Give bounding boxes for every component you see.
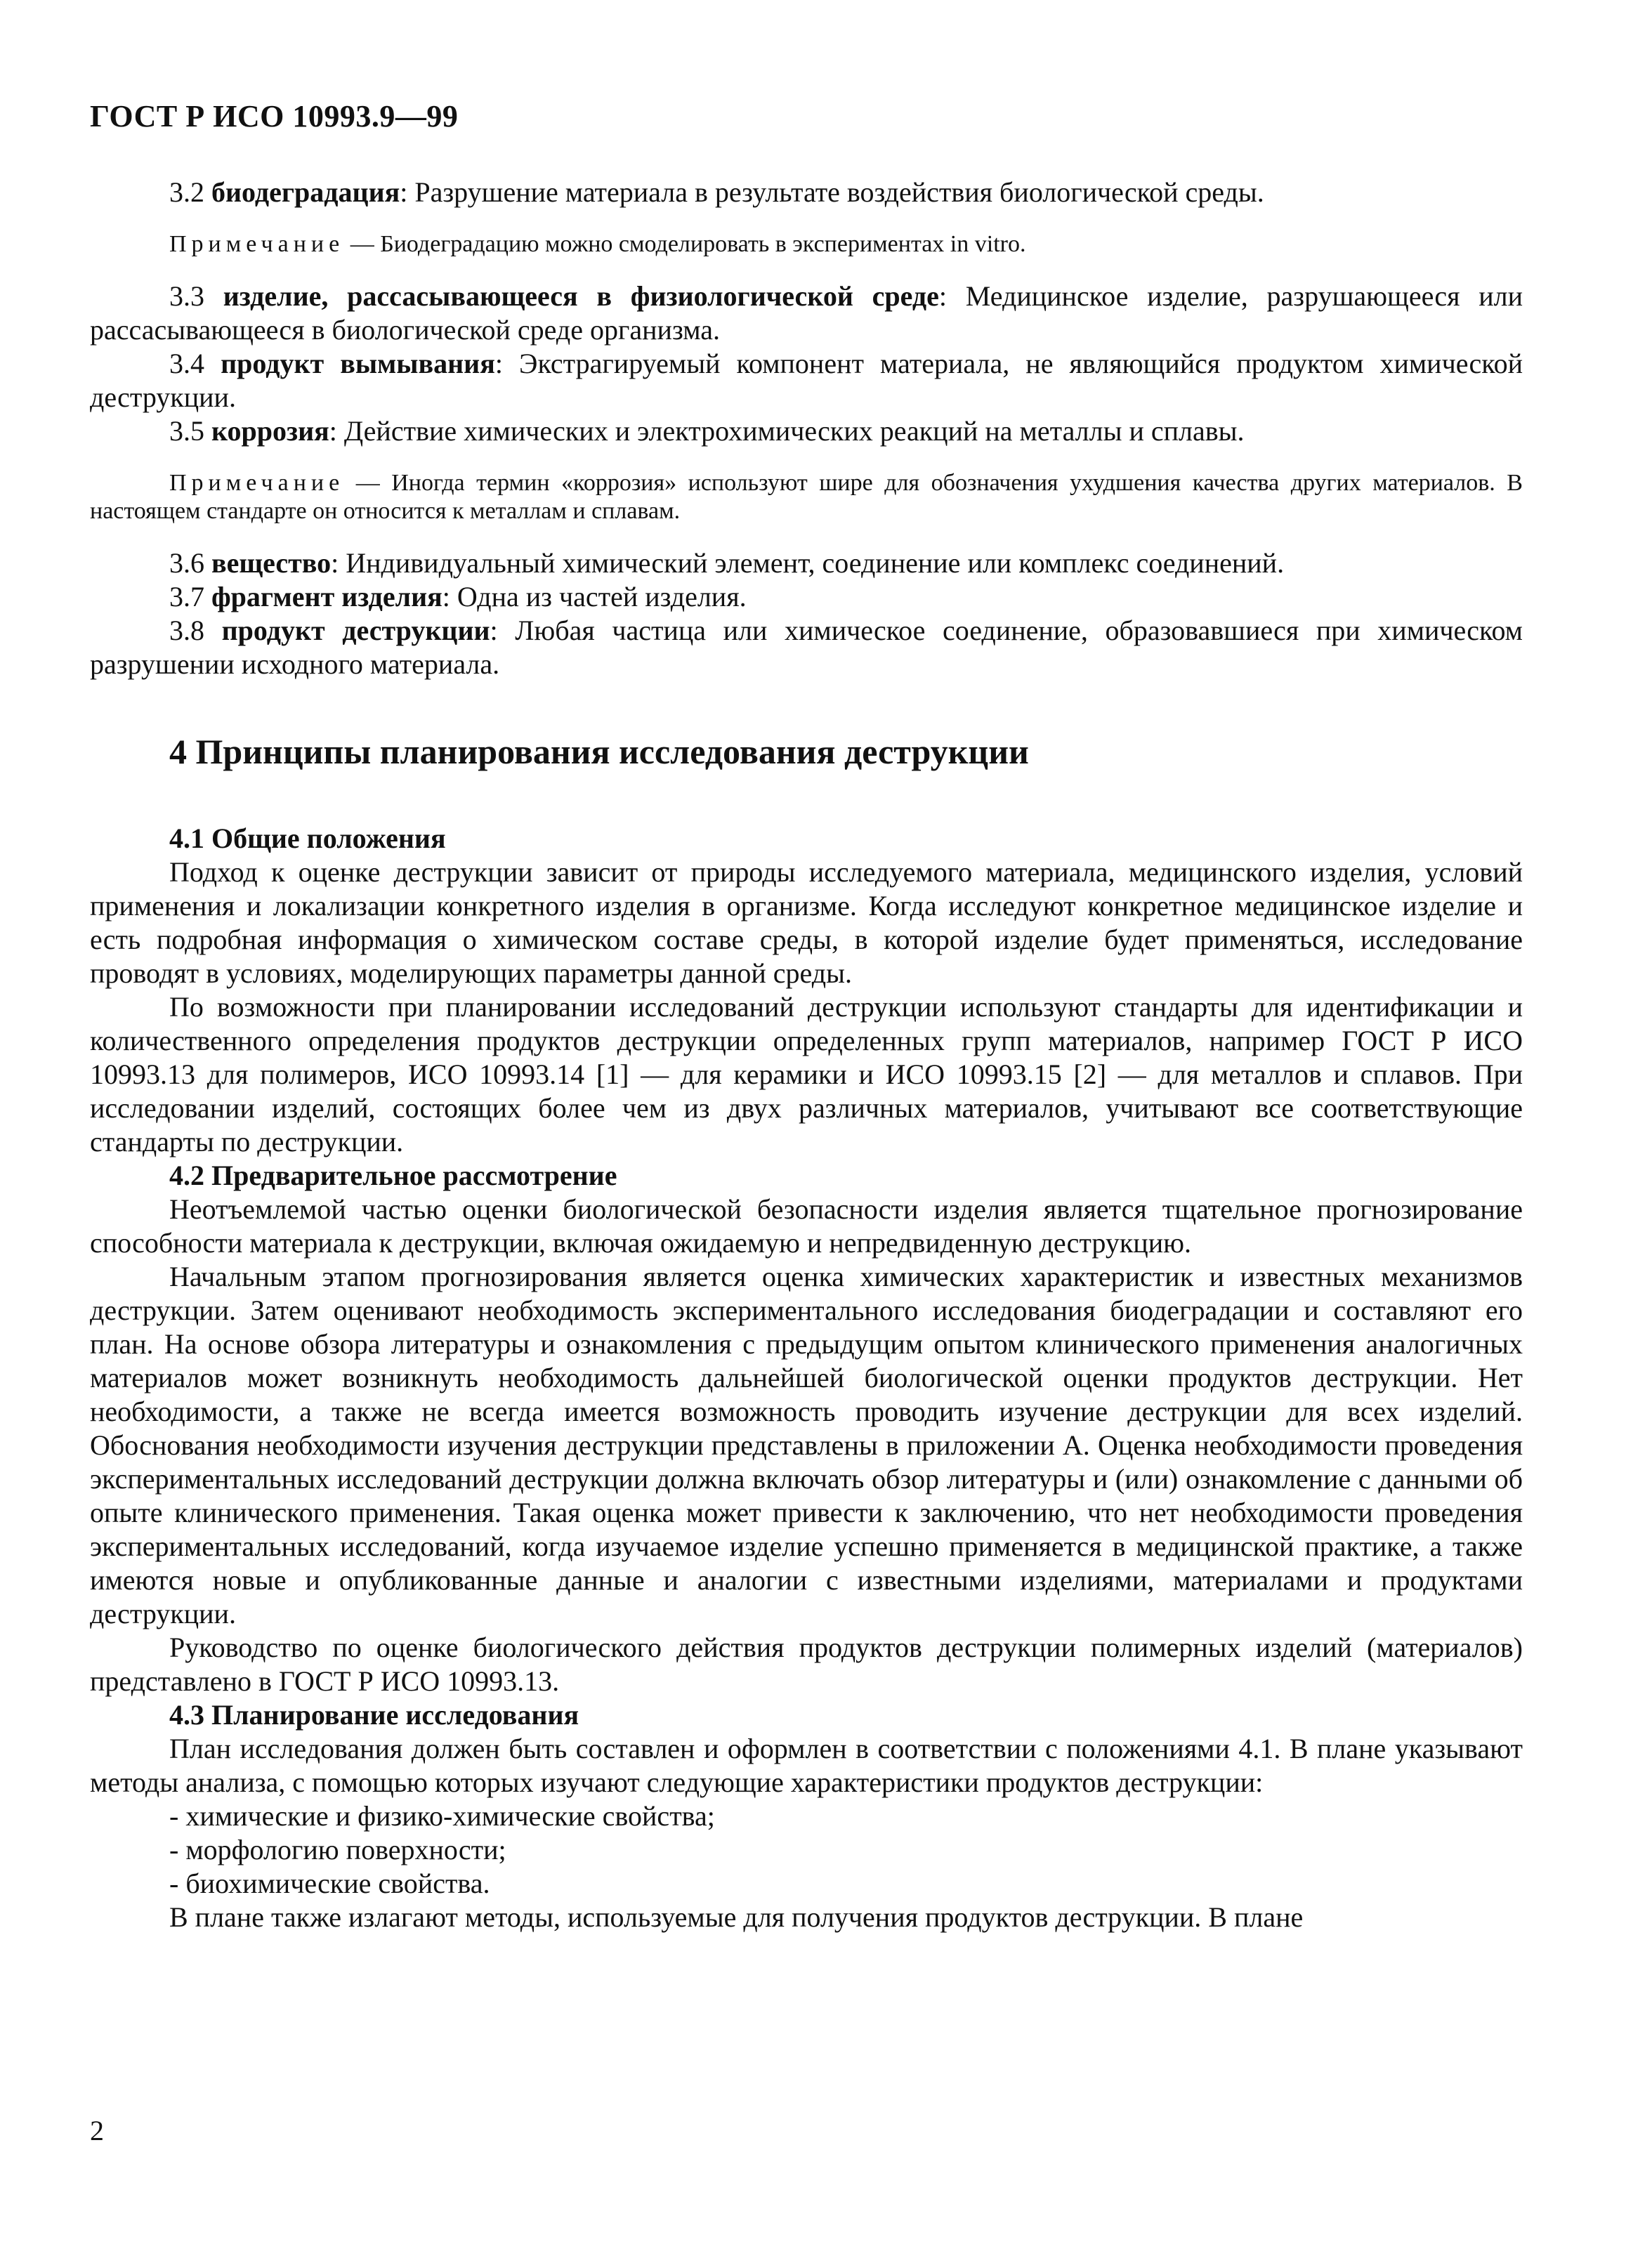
- clause-number: 3.8: [169, 615, 204, 646]
- definition-3-6: [90, 546, 1523, 580]
- page-number: 2: [90, 2115, 104, 2146]
- document-header: ГОСТ Р ИСО 10993.9—99: [90, 99, 459, 133]
- paragraph: План исследования должен быть составлен и оформлен в соответствии с положениями 4.1. В плане указывают методы анализа, с помощью которых изучают следующие характеристики продуктов деструкции:: [90, 1733, 1523, 1798]
- definition-text: : Любая частица или химическое соединение, образовавшиеся при химическом разрушении исходного материала.: [90, 615, 1523, 680]
- subsection-4-1-heading: 4.1 Общие положения: [169, 822, 446, 854]
- term: фрагмент изделия: [211, 581, 442, 612]
- term: изделие, рассасывающееся в физиологической среде: [223, 280, 939, 312]
- term: продукт деструкции: [221, 615, 490, 646]
- paragraph: Начальным этапом прогнозирования является оценка химических характеристик и известных механизмов деструкции. Затем оценивают необходимость экспериментального исследования биодеградации и составляют его план. На основе обзора литературы и ознакомления с предыдущим опытом клинического применения аналогичных материалов может возникнуть необходимость дальнейшей биологической оценки продуктов деструкции. Нет необходимости, а также не всегда имеется возможность проводить изучение деструкции для всех изделий. Обоснования необходимости изучения деструкции представлены в приложении А. Оценка необходимости проведения экспериментальных исследований деструкции должна включать обзор литературы и (или) ознакомление с данными об опыте клинического применения. Такая оценка может привести к заключению, что нет необходимости проведения экспериментальных исследований, когда изучаемое изделие успешно применяется в медицинской практике, а также имеются новые и опубликованные данные и аналогии с известными изделиями, материалами и продуктами деструкции.: [90, 1261, 1523, 1629]
- clause-number: 3.6: [169, 547, 204, 579]
- definition-text: : Экстрагируемый компонент материала, не являющийся продуктом химической деструкции.: [90, 348, 1523, 413]
- note-text: — Биодеградацию можно смоделировать в экспериментах in vitro.: [344, 231, 1026, 257]
- subsection-4-2-heading: 4.2 Предварительное рассмотрение: [169, 1160, 617, 1191]
- term: биодеградация: [211, 176, 400, 208]
- section-4-title: 4 Принципы планирования исследования деструкции: [169, 732, 1029, 771]
- list-item: - морфологию поверхности;: [169, 1834, 506, 1865]
- document-body: [90, 176, 1523, 1934]
- clause-number: 3.2: [169, 176, 204, 208]
- definition-text: : Разрушение материала в результате воздействия биологической среды.: [400, 176, 1264, 208]
- term: продукт вымывания: [221, 348, 495, 379]
- definition-text: : Действие химических и электрохимических реакций на металлы и сплавы.: [329, 415, 1245, 447]
- list-item: - биохимические свойства.: [169, 1868, 490, 1899]
- clause-number: 3.5: [169, 415, 204, 447]
- note-text: — Иногда термин «коррозия» используют шире для обозначения ухудшения качества других материалов. В настоящем стандарте он относится к металлам и сплавам.: [90, 470, 1523, 524]
- definition-3-3: [90, 280, 1523, 347]
- definition-3-8: [90, 614, 1523, 681]
- list-item: - химические и физико-химические свойства;: [169, 1800, 715, 1832]
- paragraph: Руководство по оценке биологического действия продуктов деструкции полимерных изделий (материалов) представлено в ГОСТ Р ИСО 10993.13.: [90, 1632, 1523, 1697]
- paragraph: Неотъемлемой частью оценки биологической безопасности изделия является тщательное прогнозирование способности материала к деструкции, включая ожидаемую и непредвиденную деструкцию.: [90, 1193, 1523, 1259]
- paragraph: В плане также излагают методы, используемые для получения продуктов деструкции. В плане: [169, 1901, 1304, 1933]
- note-label: Примечание: [169, 470, 345, 496]
- paragraph: По возможности при планировании исследований деструкции используют стандарты для идентификации и количественного определения продуктов деструкции определенных групп материалов, например ГОСТ Р ИСО 10993.13 для полимеров, ИСО 10993.14 [1] — для керамики и ИСО 10993.15 [2] — для металлов и сплавов. При исследовании изделий, состоящих более чем из двух различных материалов, учитывают все соответствующие стандарты по деструкции.: [90, 991, 1523, 1157]
- definition-3-4: [90, 347, 1523, 414]
- definition-3-5: [90, 414, 1523, 448]
- subsection-4-3-heading: 4.3 Планирование исследования: [169, 1699, 579, 1731]
- definition-text: : Одна из частей изделия.: [442, 581, 747, 612]
- term: вещество: [211, 547, 332, 579]
- clause-number: 3.7: [169, 581, 204, 612]
- definition-text: : Индивидуальный химический элемент, соединение или комплекс соединений.: [331, 547, 1285, 579]
- note-label: Примечание: [169, 231, 345, 257]
- clause-number: 3.3: [169, 280, 204, 312]
- definition-text: : Медицинское изделие, разрушающееся или рассасывающееся в биологической среде организма.: [90, 280, 1523, 346]
- clause-number: 3.4: [169, 348, 204, 379]
- note-1: [90, 230, 1523, 258]
- term: коррозия: [211, 415, 329, 447]
- definition-3-7: [90, 580, 1523, 614]
- note-2: [90, 469, 1523, 525]
- definition-3-2: [90, 176, 1523, 209]
- paragraph: Подход к оценке деструкции зависит от природы исследуемого материала, медицинского изделия, условий применения и локализации конкретного изделия в организме. Когда исследуют конкретное медицинское изделие и есть подробная информация о химическом составе среды, в которой изделие будет применяться, исследование проводят в условиях, моделирующих параметры данной среды.: [90, 856, 1523, 989]
